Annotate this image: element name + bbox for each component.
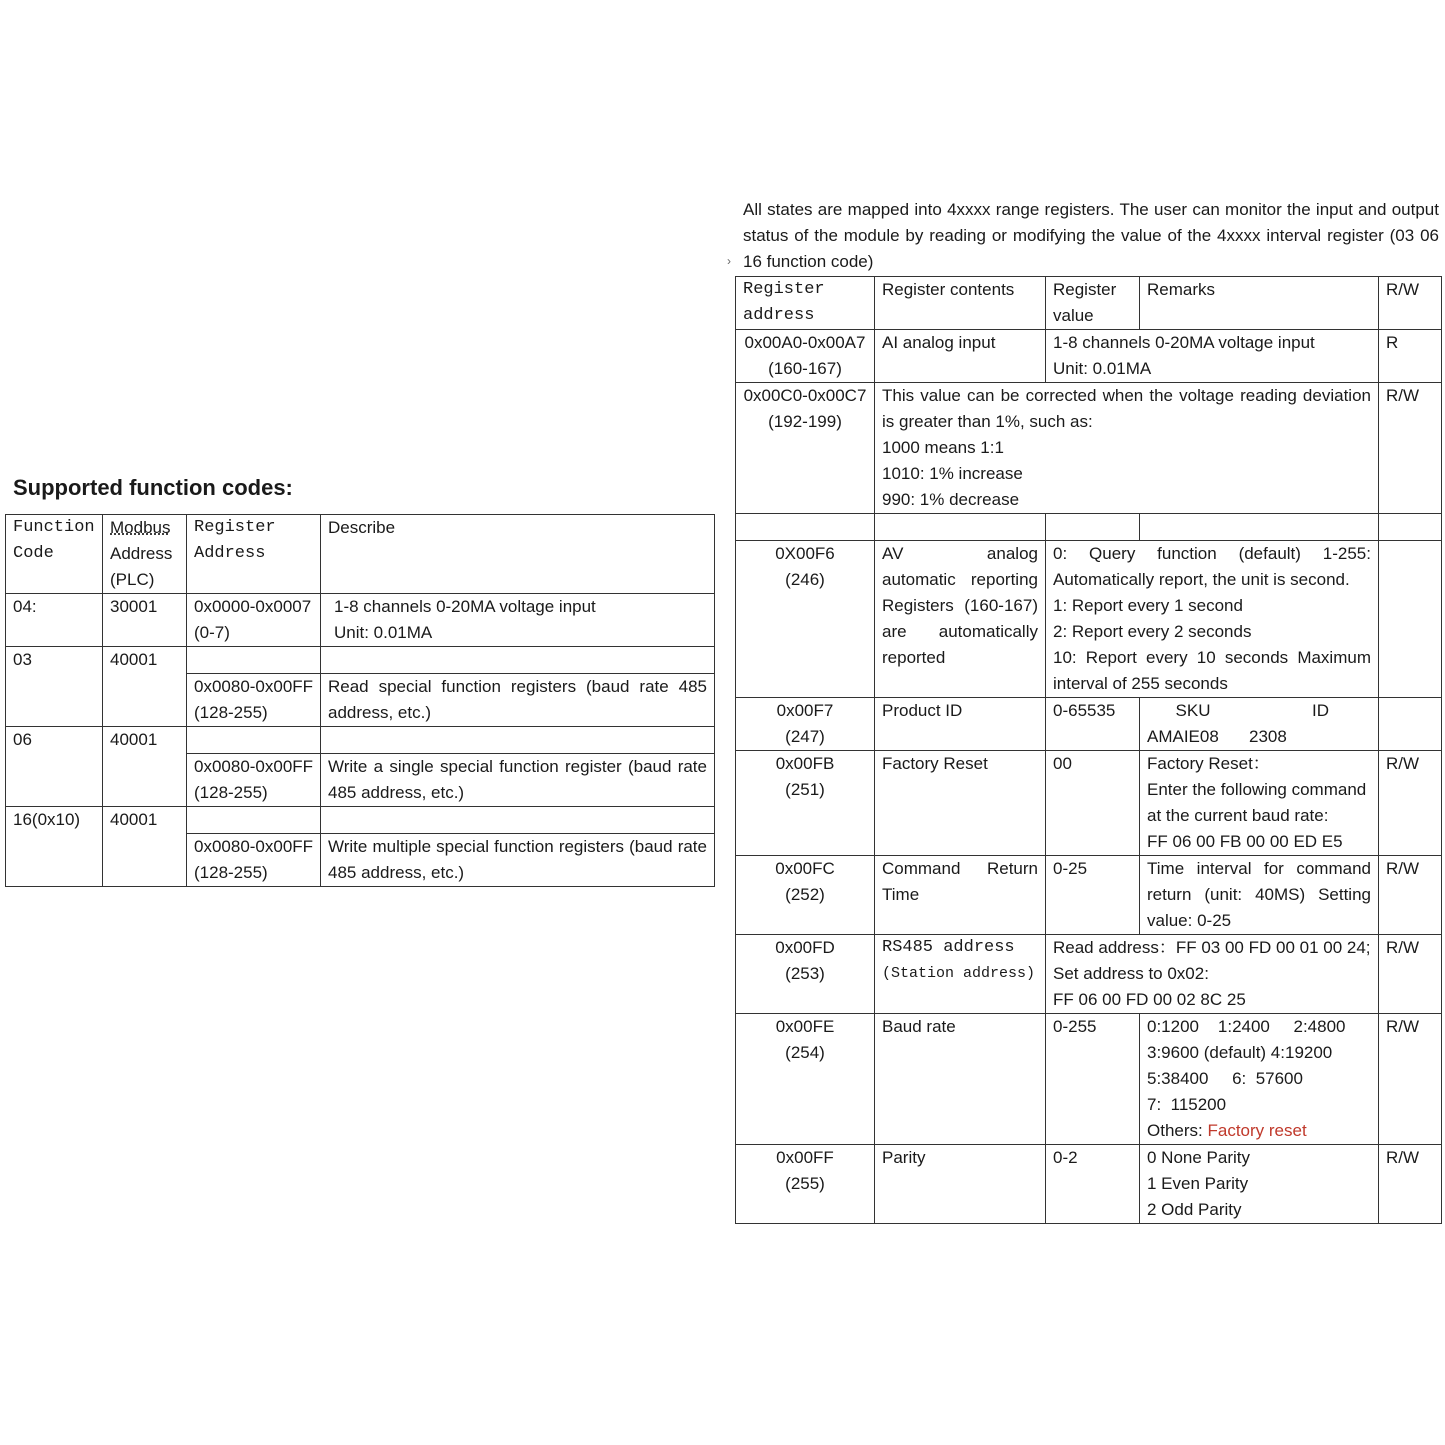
cell-text: AV analog bbox=[882, 544, 1038, 563]
cell-text: 5:38400 6: 57600 bbox=[1147, 1069, 1303, 1088]
cell-text: Time bbox=[882, 885, 920, 904]
id-label: ID bbox=[1312, 701, 1329, 720]
register-value-cell: 0-255 bbox=[1046, 1014, 1140, 1145]
table-row bbox=[736, 698, 1442, 751]
register-address-cell bbox=[736, 698, 875, 751]
cell-text: is greater than 1%, such as: bbox=[882, 412, 1093, 431]
cell-text: 0x0080-0x00FF bbox=[194, 677, 314, 696]
empty-cell bbox=[187, 727, 321, 754]
table-row bbox=[6, 647, 715, 674]
cell-text: reported bbox=[882, 648, 946, 667]
others-value: Factory reset bbox=[1207, 1121, 1307, 1140]
register-address-cell bbox=[736, 541, 875, 698]
register-address-cell bbox=[736, 330, 875, 383]
register-value-cell: 0-25 bbox=[1046, 856, 1140, 935]
cell-text: FF 06 00 FD 00 02 8C 25 bbox=[1053, 990, 1246, 1009]
cell-text: 0x0000-0x0007 bbox=[194, 597, 312, 616]
cell-text: 0x0080-0x00FF bbox=[194, 837, 314, 856]
sku-label: SKU bbox=[1175, 701, 1211, 720]
cell-text: Set address to 0x02: bbox=[1053, 964, 1209, 983]
header-text: Register bbox=[1053, 280, 1117, 299]
cell-text: (128-255) bbox=[194, 783, 268, 802]
cell-text: 1-8 channels 0-20MA voltage input bbox=[334, 597, 596, 616]
cell-text: 0x00FC bbox=[775, 859, 835, 878]
cell-text: Unit: 0.01MA bbox=[334, 623, 433, 642]
function-code-cell: 06 bbox=[6, 727, 103, 807]
cell-text: (160-167) bbox=[768, 359, 842, 378]
describe-cell bbox=[321, 754, 715, 807]
header-text: value bbox=[1053, 306, 1094, 325]
empty-cell bbox=[875, 514, 1046, 541]
function-code-cell: 03 bbox=[6, 647, 103, 727]
header-remarks: Remarks bbox=[1140, 277, 1379, 330]
register-address-cell bbox=[736, 751, 875, 856]
cell-text: 485 address, etc.) bbox=[328, 863, 465, 882]
table-row bbox=[736, 541, 1442, 698]
cell-text: Automatically report, the unit is second. bbox=[1053, 570, 1350, 589]
cell-text: Time interval for command bbox=[1147, 859, 1371, 878]
register-contents-cell bbox=[875, 935, 1046, 1014]
header-register-address bbox=[187, 515, 321, 594]
calibration-description-cell bbox=[875, 383, 1379, 514]
cell-text: (246) bbox=[785, 570, 825, 589]
table-row bbox=[736, 330, 1442, 383]
cell-text: (255) bbox=[785, 1174, 825, 1193]
header-describe: Describe bbox=[321, 515, 715, 594]
table-row bbox=[6, 807, 715, 834]
register-address-cell bbox=[187, 834, 321, 887]
table-row bbox=[736, 383, 1442, 514]
cell-text: value: 0-25 bbox=[1147, 911, 1232, 930]
empty-cell bbox=[321, 807, 715, 834]
register-contents-cell: AI analog input bbox=[875, 330, 1046, 383]
header-modbus-address bbox=[103, 515, 187, 594]
header-text: Register bbox=[194, 518, 276, 537]
register-address-cell bbox=[187, 754, 321, 807]
header-text: address bbox=[743, 306, 815, 325]
sku-value: AMAIE08 bbox=[1147, 727, 1219, 746]
cell-text: (0-7) bbox=[194, 623, 230, 642]
register-value-cell: 0-65535 bbox=[1046, 698, 1140, 751]
cell-text: (Station address) bbox=[882, 965, 1036, 982]
cell-text: 485 address, etc.) bbox=[328, 783, 465, 802]
sku-id-labels bbox=[1147, 698, 1371, 724]
cell-text: 10: Report every 10 seconds Maximum bbox=[1053, 648, 1371, 667]
empty-cell bbox=[187, 807, 321, 834]
remarks-cell bbox=[1140, 1014, 1379, 1145]
describe-cell bbox=[321, 834, 715, 887]
cell-text: 0x00FB bbox=[775, 754, 835, 773]
plc-address-cell: 40001 bbox=[103, 727, 187, 807]
header-function-code bbox=[6, 515, 103, 594]
empty-cell bbox=[1379, 514, 1442, 541]
function-codes-table bbox=[5, 514, 715, 887]
cell-text: FF 06 00 FB 00 00 ED E5 bbox=[1147, 832, 1343, 851]
register-contents-cell: Product ID bbox=[875, 698, 1046, 751]
table-row bbox=[736, 1145, 1442, 1224]
table-row bbox=[736, 856, 1442, 935]
rw-cell: R/W bbox=[1379, 1145, 1442, 1224]
cell-text: 0:1200 1:2400 2:4800 bbox=[1147, 1017, 1346, 1036]
cell-text: 0x00FD bbox=[775, 938, 835, 957]
id-value: 2308 bbox=[1249, 727, 1287, 746]
register-contents-cell bbox=[875, 541, 1046, 698]
rw-cell bbox=[1379, 541, 1442, 698]
cell-text: automatic reporting bbox=[882, 570, 1038, 589]
cell-text: 7: 115200 bbox=[1147, 1095, 1227, 1114]
cell-text: at the current baud rate: bbox=[1147, 806, 1329, 825]
register-address-cell bbox=[736, 1014, 875, 1145]
cell-text: (252) bbox=[785, 885, 825, 904]
cell-text: 0X00F6 bbox=[775, 544, 835, 563]
register-value-cell bbox=[1046, 935, 1379, 1014]
cell-text: (247) bbox=[785, 727, 825, 746]
empty-cell bbox=[321, 727, 715, 754]
register-map-header-row bbox=[736, 277, 1442, 330]
register-address-cell bbox=[736, 935, 875, 1014]
plc-address-cell: 40001 bbox=[103, 647, 187, 727]
header-text: Modbus bbox=[110, 518, 171, 537]
empty-cell bbox=[321, 647, 715, 674]
register-address-cell bbox=[187, 674, 321, 727]
register-value-cell: 0-2 bbox=[1046, 1145, 1140, 1224]
plc-address-cell: 40001 bbox=[103, 807, 187, 887]
register-map-table bbox=[735, 276, 1442, 1224]
cell-text: 990: 1% decrease bbox=[882, 490, 1020, 509]
rw-cell: R/W bbox=[1379, 1014, 1442, 1145]
cell-text: Unit: 0.01MA bbox=[1053, 359, 1152, 378]
cell-text: are automatically bbox=[882, 622, 1038, 641]
cell-text: (128-255) bbox=[194, 863, 268, 882]
cell-text: address, etc.) bbox=[328, 703, 431, 722]
rw-cell bbox=[1379, 698, 1442, 751]
cell-text: (253) bbox=[785, 964, 825, 983]
header-text: Address bbox=[194, 544, 266, 563]
cell-text: 3:9600 (default) 4:19200 bbox=[1147, 1043, 1333, 1062]
cell-text: 0 None Parity bbox=[1147, 1148, 1250, 1167]
table-row bbox=[736, 1014, 1442, 1145]
cell-text: interval of 255 seconds bbox=[1053, 674, 1228, 693]
cell-text: RS485 address bbox=[882, 938, 1015, 957]
remarks-cell bbox=[1140, 751, 1379, 856]
supported-function-codes-heading: Supported function codes: bbox=[13, 475, 293, 500]
empty-cell bbox=[1046, 514, 1140, 541]
register-address-cell bbox=[736, 856, 875, 935]
rw-cell: R/W bbox=[1379, 751, 1442, 856]
remarks-cell bbox=[1140, 1145, 1379, 1224]
cell-text: 2 Odd Parity bbox=[1147, 1200, 1242, 1219]
register-value-cell bbox=[1046, 330, 1379, 383]
cell-text: return (unit: 40MS) Setting bbox=[1147, 885, 1371, 904]
table-row bbox=[6, 594, 715, 647]
header-text: (PLC) bbox=[110, 570, 155, 589]
cell-text: 0x00FF bbox=[776, 1148, 834, 1167]
register-value-cell: 00 bbox=[1046, 751, 1140, 856]
header-register-value bbox=[1046, 277, 1140, 330]
function-code-cell: 16(0x10) bbox=[6, 807, 103, 887]
describe-cell bbox=[321, 594, 715, 647]
rw-cell: R bbox=[1379, 330, 1442, 383]
cell-text: 0x00C0-0x00C7 bbox=[743, 386, 867, 405]
register-contents-cell: Baud rate bbox=[875, 1014, 1046, 1145]
cell-text: 0x00A0-0x00A7 bbox=[744, 333, 866, 352]
register-value-cell bbox=[1046, 541, 1379, 698]
register-address-cell bbox=[736, 383, 875, 514]
register-mapping-intro: All states are mapped into 4xxxx range registers. The user can monitor the input and output status of the module by reading or modifying the value of the 4xxxx interval register (03 06 16 function code) bbox=[743, 200, 1439, 271]
table-row bbox=[736, 751, 1442, 856]
cell-text: Write multiple special function registers (baud rate bbox=[328, 837, 707, 856]
remarks-cell bbox=[1140, 698, 1379, 751]
plc-address-cell: 30001 bbox=[103, 594, 187, 647]
cell-text: 1000 means 1:1 bbox=[882, 438, 1004, 457]
function-code-cell: 04: bbox=[6, 594, 103, 647]
cell-text: Registers (160-167) bbox=[882, 596, 1038, 615]
cell-text: (128-255) bbox=[194, 703, 268, 722]
header-text: Function bbox=[13, 518, 95, 537]
cell-text: 1: Report every 1 second bbox=[1053, 596, 1243, 615]
table-row bbox=[6, 727, 715, 754]
register-address-cell bbox=[187, 594, 321, 647]
others-line bbox=[1147, 1118, 1371, 1144]
cell-text: 0: Query function (default) 1-255: bbox=[1053, 544, 1371, 563]
cell-text: 0x00F7 bbox=[776, 701, 834, 720]
describe-cell bbox=[321, 674, 715, 727]
cell-text: Read special function registers (baud rate 485 bbox=[328, 677, 707, 696]
cell-text: 0x00FE bbox=[775, 1017, 835, 1036]
rw-cell: R/W bbox=[1379, 383, 1442, 514]
empty-cell bbox=[187, 647, 321, 674]
cell-text: 0x0080-0x00FF bbox=[194, 757, 314, 776]
cell-text: 2: Report every 2 seconds bbox=[1053, 622, 1252, 641]
empty-cell bbox=[1140, 514, 1379, 541]
cell-text: (192-199) bbox=[768, 412, 842, 431]
rw-cell: R/W bbox=[1379, 856, 1442, 935]
cell-text: 1-8 channels 0-20MA voltage input bbox=[1053, 333, 1315, 352]
function-codes-header-row bbox=[6, 515, 715, 594]
cell-text: 1 Even Parity bbox=[1147, 1174, 1249, 1193]
register-address-cell bbox=[736, 1145, 875, 1224]
cell-text: This value can be corrected when the voltage reading deviation bbox=[882, 386, 1371, 405]
register-contents-cell: Factory Reset bbox=[875, 751, 1046, 856]
register-contents-cell bbox=[875, 856, 1046, 935]
table-row bbox=[736, 935, 1442, 1014]
sku-id-values bbox=[1147, 724, 1371, 750]
header-register-address bbox=[736, 277, 875, 330]
cell-text: Read address：FF 03 00 FD 00 01 00 24; bbox=[1053, 938, 1371, 957]
cell-text: Enter the following command bbox=[1147, 780, 1367, 799]
cell-text: Factory Reset： bbox=[1147, 754, 1270, 773]
empty-cell bbox=[736, 514, 875, 541]
header-text: Code bbox=[13, 544, 54, 563]
header-register-contents: Register contents bbox=[875, 277, 1046, 330]
header-text: Register bbox=[743, 280, 825, 299]
table-row bbox=[736, 514, 1442, 541]
margin-mark: › bbox=[727, 254, 731, 268]
header-text: Address bbox=[110, 544, 173, 563]
cell-text: (254) bbox=[785, 1043, 825, 1062]
others-label: Others: bbox=[1147, 1121, 1203, 1140]
header-rw: R/W bbox=[1379, 277, 1442, 330]
rw-cell: R/W bbox=[1379, 935, 1442, 1014]
remarks-cell bbox=[1140, 856, 1379, 935]
cell-text: Command Return bbox=[882, 859, 1038, 878]
register-contents-cell: Parity bbox=[875, 1145, 1046, 1224]
cell-text: (251) bbox=[785, 780, 825, 799]
cell-text: Write a single special function register (baud rate bbox=[328, 757, 707, 776]
cell-text: 1010: 1% increase bbox=[882, 464, 1023, 483]
